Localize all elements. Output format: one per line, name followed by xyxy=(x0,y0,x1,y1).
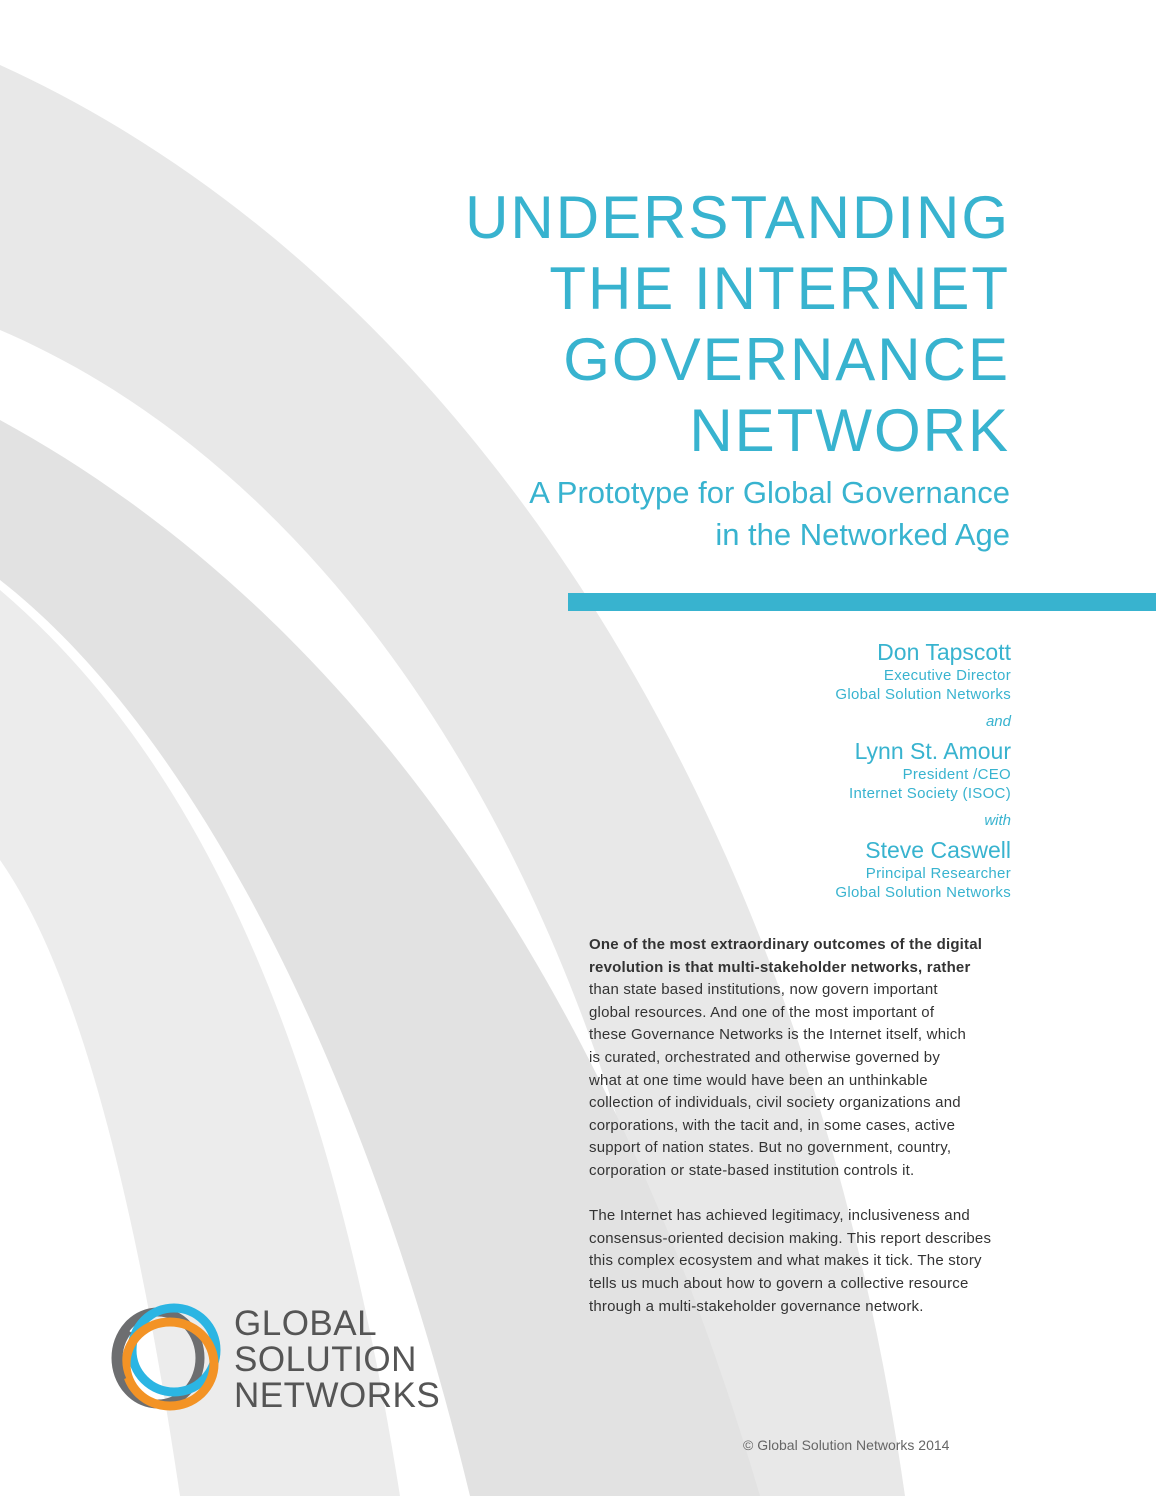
author-role: Principal Researcher xyxy=(865,865,1011,882)
title-line: GOVERNANCE xyxy=(563,326,1010,393)
abstract-line: through a multi-stakeholder governance network. xyxy=(589,1297,924,1315)
author-role: President /CEO xyxy=(902,766,1011,783)
author-role: Executive Director xyxy=(883,667,1011,684)
author-org: Global Solution Networks xyxy=(835,884,1011,901)
abstract-line: One of the most extraordinary outcomes of the digital xyxy=(589,936,983,953)
abstract-line: support of nation states. But no government, country, xyxy=(589,1139,952,1157)
document-subtitle xyxy=(529,472,1010,556)
author-org: Internet Society (ISOC) xyxy=(849,785,1011,802)
title-line: THE INTERNET xyxy=(549,255,1010,322)
logo-line: NETWORKS xyxy=(234,1376,441,1415)
abstract-line: than state based institutions, now govern important xyxy=(589,981,938,999)
abstract-line: global resources. And one of the most important of xyxy=(589,1003,935,1021)
document-title xyxy=(465,182,1010,466)
author-name: Don Tapscott xyxy=(877,639,1011,665)
author-org: Global Solution Networks xyxy=(835,686,1011,703)
abstract-line: what at one time would have been an unthinkable xyxy=(589,1071,928,1089)
abstract-line: tells us much about how to govern a collective resource xyxy=(589,1274,969,1292)
abstract-line: is curated, orchestrated and otherwise governed by xyxy=(589,1048,941,1066)
abstract-line: consensus-oriented decision making. This report describes xyxy=(589,1229,992,1247)
copyright: © Global Solution Networks 2014 xyxy=(743,1437,950,1453)
abstract-line: revolution is that multi-stakeholder networks, rather xyxy=(589,958,971,976)
subtitle-line: A Prototype for Global Governance xyxy=(529,475,1010,510)
abstract-line: corporation or state-based institution controls it. xyxy=(589,1161,915,1179)
author-list xyxy=(835,638,1011,902)
abstract-line: this complex ecosystem and what makes it tick. The story xyxy=(589,1252,982,1270)
abstract-line: The Internet has achieved legitimacy, inclusiveness and xyxy=(589,1207,970,1225)
logo-line: SOLUTION xyxy=(234,1340,417,1379)
author-name: Lynn St. Amour xyxy=(854,738,1011,764)
logo-line: GLOBAL xyxy=(234,1304,378,1343)
title-line: NETWORK xyxy=(689,397,1010,464)
logo-rings-icon xyxy=(108,1300,224,1416)
abstract-line: these Governance Networks is the Internet itself, which xyxy=(589,1026,967,1044)
accent-bar xyxy=(568,593,1156,611)
abstract xyxy=(589,934,1059,1318)
subtitle-line: in the Networked Age xyxy=(715,517,1010,552)
abstract-line: corporations, with the tacit and, in some cases, active xyxy=(589,1116,956,1134)
author-name: Steve Caswell xyxy=(865,837,1011,863)
author-conjunction: with xyxy=(984,812,1011,829)
logo-wordmark xyxy=(234,1306,440,1414)
title-line: UNDERSTANDING xyxy=(465,184,1010,251)
abstract-line: collection of individuals, civil society organizations and xyxy=(589,1094,961,1112)
author-conjunction: and xyxy=(985,713,1011,730)
